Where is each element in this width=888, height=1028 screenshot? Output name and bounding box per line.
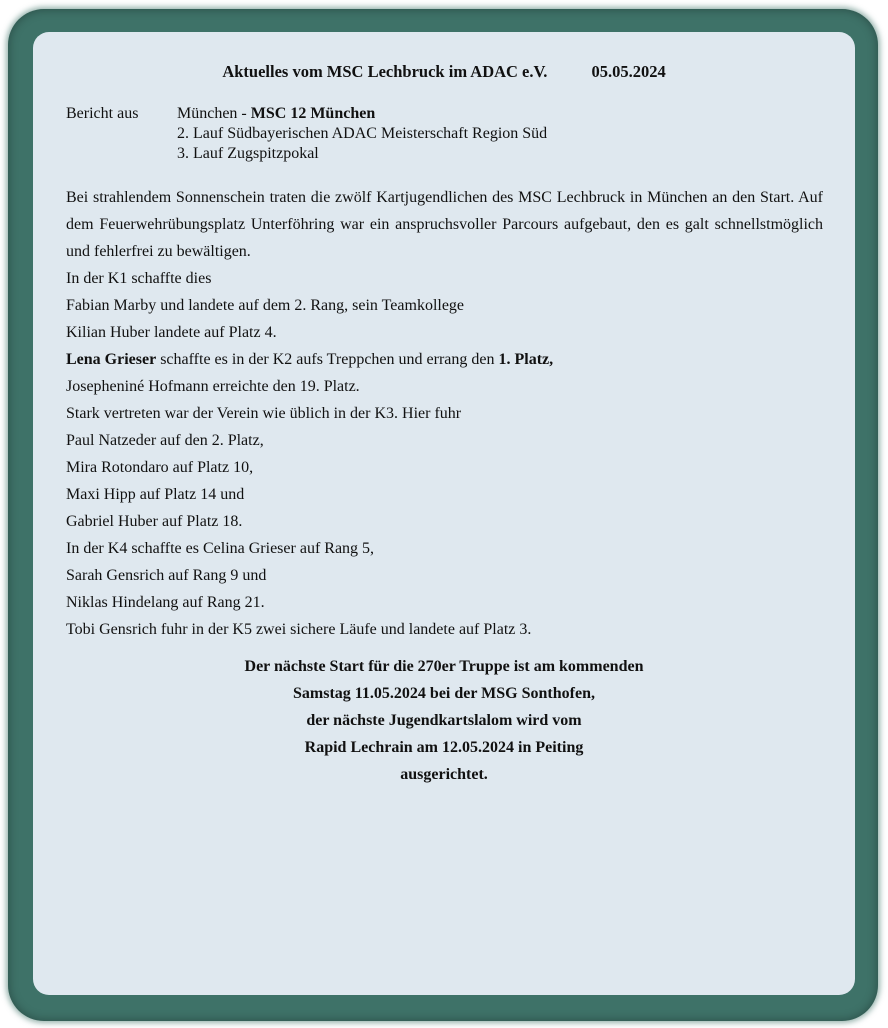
- result-line: In der K1 schaffte dies: [66, 270, 212, 287]
- report-event-2: 3. Lauf Zugspitzpokal: [177, 145, 319, 162]
- result-line: Niklas Hindelang auf Rang 21.: [66, 594, 265, 611]
- report-label: Bericht aus: [66, 105, 139, 122]
- report-location: [177, 104, 547, 124]
- result-line: [66, 346, 823, 373]
- closing-line: Der nächste Start für die 270er Truppe ist am kommenden: [244, 658, 644, 675]
- winner-place: 1. Platz,: [498, 351, 554, 368]
- closing-line: ausgerichtet.: [400, 766, 488, 783]
- result-line: Kilian Huber landete auf Platz 4.: [66, 324, 277, 341]
- title-text: Aktuelles vom MSC Lechbruck im ADAC e.V.: [222, 62, 548, 81]
- closing-announcement: [0, 653, 888, 788]
- winner-text: schaffte es in der K2 aufs Treppchen und errang den: [156, 351, 499, 368]
- result-line: Tobi Gensrich fuhr in der K5 zwei sichere Läufe und landete auf Platz 3.: [66, 621, 532, 638]
- result-line: Gabriel Huber auf Platz 18.: [66, 513, 243, 530]
- intro-paragraph: Bei strahlendem Sonnenschein traten die zwölf Kartjugendlichen des MSC Lechbruck in München an den Start. Auf dem Feuerwehrübungsplatz Unterföhring war ein anspruchsvoller Parcours aufgebaut, den es galt schnellstmöglich und fehlerfrei zu bewältigen.: [66, 189, 823, 260]
- closing-line: der nächste Jugendkartslalom wird vom: [306, 712, 582, 729]
- report-event-1: 2. Lauf Südbayerischen ADAC Meisterschaft Region Süd: [177, 125, 548, 142]
- result-line: Stark vertreten war der Verein wie üblich in der K3. Hier fuhr: [66, 405, 462, 422]
- winner-name: Lena Grieser: [66, 351, 157, 368]
- result-line: In der K4 schaffte es Celina Grieser auf Rang 5,: [66, 540, 375, 557]
- result-line: Sarah Gensrich auf Rang 9 und: [66, 567, 267, 584]
- report-details: [177, 104, 547, 164]
- title-date: 05.05.2024: [591, 62, 666, 81]
- report-location-prefix: München -: [177, 105, 251, 122]
- article-body: [66, 184, 823, 643]
- report-location-club: MSC 12 München: [250, 105, 376, 122]
- closing-line: Rapid Lechrain am 12.05.2024 in Peiting: [304, 739, 584, 756]
- result-line: Josepheniné Hofmann erreichte den 19. Platz.: [66, 378, 360, 395]
- result-line: Paul Natzeder auf den 2. Platz,: [66, 432, 264, 449]
- result-line: Fabian Marby und landete auf dem 2. Rang, sein Teamkollege: [66, 297, 465, 314]
- page-title: [0, 62, 888, 82]
- result-line: Maxi Hipp auf Platz 14 und: [66, 486, 245, 503]
- result-line: Mira Rotondaro auf Platz 10,: [66, 459, 254, 476]
- closing-line: Samstag 11.05.2024 bei der MSG Sonthofen,: [293, 685, 595, 702]
